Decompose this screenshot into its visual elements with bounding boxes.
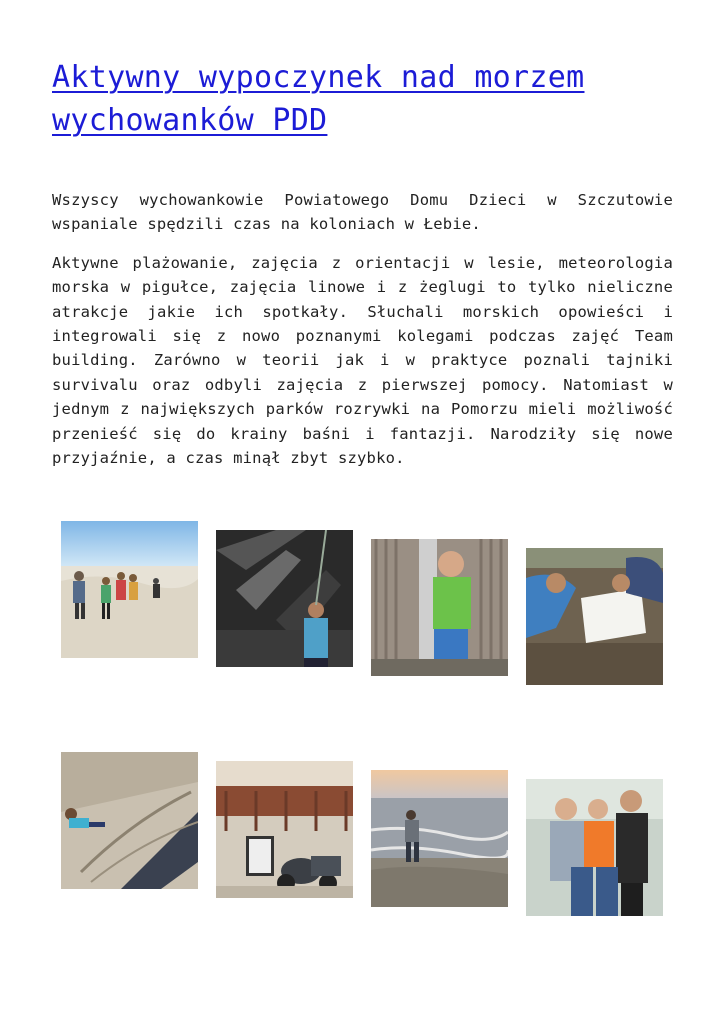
gallery-photo-museum-sidecar[interactable] [216,761,353,898]
article [52,56,673,484]
post-title-link[interactable]: Aktywny wypoczynek nad morzem wychowanków PDD [52,60,585,138]
gallery-photo-sand-slope[interactable] [61,752,198,889]
gallery-photo-rope-course[interactable] [216,530,353,667]
post-title [52,56,673,142]
gallery-photo-sunset-sea[interactable] [371,770,508,907]
body-paragraph: Aktywne plażowanie, zajęcia z orientacji w lesie, meteorologia morska w pigułce, zajęcia linowe i z żeglugi to tylko nieliczne atrakcje jakie ich spotkały. Słuchali morskich opowieści i integrowali się z nowo poznanymi kolegami podczas zajęć Team building. Zarówno w teorii jak i w praktyce poznali tajniki survivalu oraz odbyli zajęcia z pierwszej pomocy. Natomiast w jednym z największych parków rozrywki na Pomorzu mieli możliwość przenieść się do krainy baśni i fantazji. Narodziły się nowe przyjaźnie, a czas minął zbyt szybko. [52,253,673,468]
gallery-photo-map-drawing[interactable] [526,548,663,685]
intro-paragraph: Wszyscy wychowankowie Powiatowego Domu Dzieci w Szczutowie wspaniale spędzili czas na koloniach w Łebie. [52,191,673,234]
gallery-photo-group-friends[interactable] [526,779,663,916]
gallery-photo-boy-pole[interactable] [371,539,508,676]
gallery-photo-beach-dunes[interactable] [61,521,198,658]
